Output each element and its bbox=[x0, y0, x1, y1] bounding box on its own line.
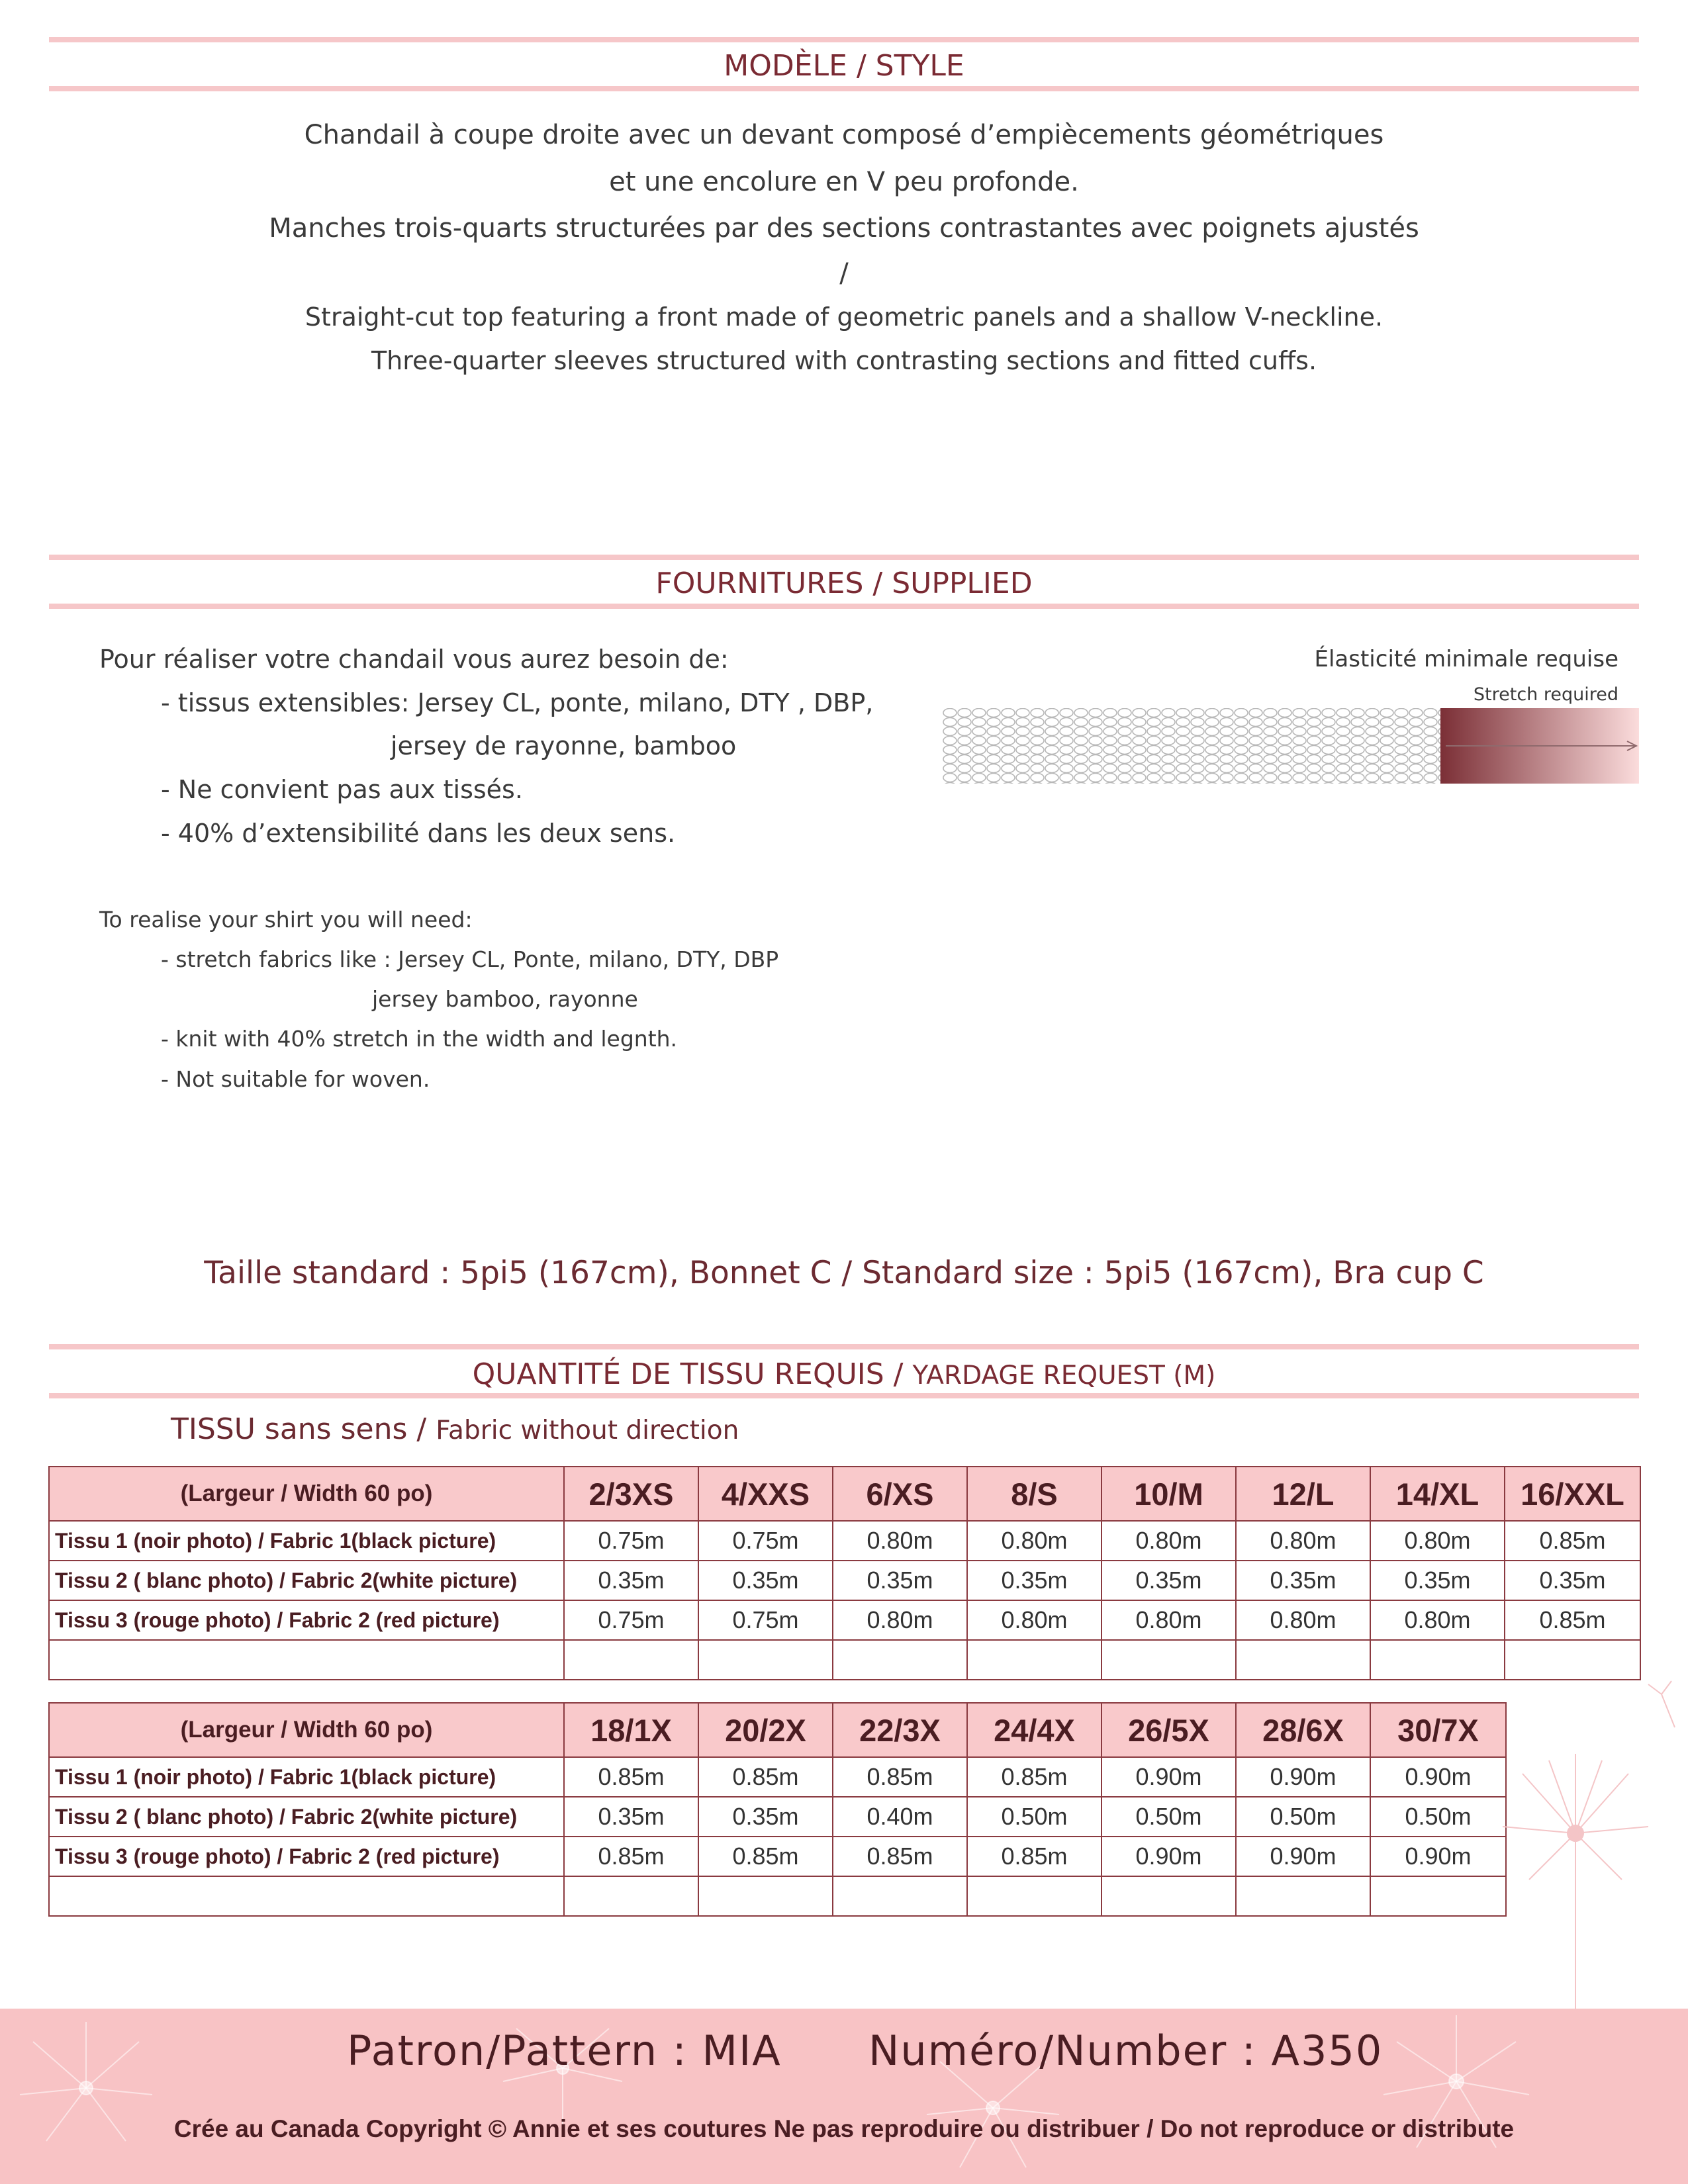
style-line-5: Three-quarter sleeves structured with contrasting sections and fitted cuffs. bbox=[371, 346, 1317, 375]
table-2-size: 28/6X bbox=[1236, 1703, 1370, 1757]
table-row bbox=[49, 1561, 1640, 1600]
table-1-size: 12/L bbox=[1236, 1467, 1370, 1521]
yardage-cell: 0.80m bbox=[1236, 1521, 1370, 1561]
table-1-size: 4/XXS bbox=[698, 1467, 833, 1521]
supplies-fr-item-1: - tissus extensibles: Jersey CL, ponte, milano, DTY , DBP, bbox=[161, 688, 874, 717]
yardage-cell: 0.90m bbox=[1236, 1757, 1370, 1797]
table-1-size: 16/XXL bbox=[1505, 1467, 1640, 1521]
yardage-cell: 0.85m bbox=[833, 1837, 967, 1876]
yardage-cell: 0.80m bbox=[967, 1600, 1102, 1640]
supplies-en-item-3: - knit with 40% stretch in the width and legnth. bbox=[161, 1026, 678, 1052]
table-row bbox=[49, 1600, 1640, 1640]
yardage-title-en: YARDAGE REQUEST (M) bbox=[912, 1361, 1216, 1390]
fabric-label: Tissu 3 (rouge photo) / Fabric 2 (red picture) bbox=[49, 1837, 564, 1876]
yardage-table-2 bbox=[48, 1702, 1507, 1917]
yardage-cell: 0.50m bbox=[967, 1797, 1102, 1837]
fabric-label: Tissu 2 ( blanc photo) / Fabric 2(white picture) bbox=[49, 1561, 564, 1600]
fabric-label: Tissu 2 ( blanc photo) / Fabric 2(white picture) bbox=[49, 1797, 564, 1837]
yardage-cell: 0.35m bbox=[1370, 1561, 1505, 1600]
table-2-size: 24/4X bbox=[967, 1703, 1102, 1757]
yardage-cell: 0.90m bbox=[1370, 1837, 1506, 1876]
yardage-cell: 0.85m bbox=[1505, 1521, 1640, 1561]
table-1-size: 2/3XS bbox=[564, 1467, 698, 1521]
table-2-size: 22/3X bbox=[833, 1703, 967, 1757]
yardage-cell: 0.85m bbox=[967, 1837, 1102, 1876]
yardage-cell: 0.75m bbox=[564, 1600, 698, 1640]
footer-pattern-number: Numéro/Number : A350 bbox=[868, 2026, 1383, 2075]
supplies-en-item-2: jersey bamboo, rayonne bbox=[372, 986, 638, 1012]
yardage-cell: 0.50m bbox=[1236, 1797, 1370, 1837]
footer-dandelion-pattern-icon bbox=[0, 2009, 1688, 2184]
supplies-title: FOURNITURES / SUPPLIED bbox=[655, 567, 1033, 600]
style-line-slash: / bbox=[839, 258, 849, 289]
table-row bbox=[49, 1757, 1506, 1797]
yardage-cell: 0.50m bbox=[1370, 1797, 1506, 1837]
table-row-empty bbox=[49, 1876, 1506, 1916]
yardage-cell: 0.50m bbox=[1102, 1797, 1236, 1837]
style-line-3: Manches trois-quarts structurées par des sections contrastantes avec poignets ajustés bbox=[269, 213, 1419, 244]
table-row-empty bbox=[49, 1640, 1640, 1680]
table-row bbox=[49, 1837, 1506, 1876]
supplies-en-item-4: - Not suitable for woven. bbox=[161, 1066, 430, 1092]
yardage-subtitle-fr: TISSU sans sens / bbox=[171, 1412, 436, 1446]
stretch-subtitle: Stretch required bbox=[1473, 684, 1618, 705]
supplies-fr-item-4: - 40% d’extensibilité dans les deux sens. bbox=[161, 819, 676, 848]
stretch-knit-swatch bbox=[943, 708, 1440, 784]
table-1-width-label: (Largeur / Width 60 po) bbox=[49, 1467, 564, 1521]
table-1-size: 8/S bbox=[967, 1467, 1102, 1521]
style-line-1: Chandail à coupe droite avec un devant composé d’empiècements géométriques bbox=[304, 120, 1384, 150]
standard-size: Taille standard : 5pi5 (167cm), Bonnet C / Standard size : 5pi5 (167cm), Bra cup C bbox=[204, 1255, 1484, 1291]
fabric-label: Tissu 1 (noir photo) / Fabric 1(black picture) bbox=[49, 1757, 564, 1797]
yardage-cell: 0.35m bbox=[967, 1561, 1102, 1600]
yardage-cell: 0.35m bbox=[1236, 1561, 1370, 1600]
table-2-size: 26/5X bbox=[1102, 1703, 1236, 1757]
table-2-size: 30/7X bbox=[1370, 1703, 1506, 1757]
yardage-cell: 0.85m bbox=[564, 1757, 698, 1797]
supplies-en-item-1: - stretch fabrics like : Jersey CL, Ponte, milano, DTY, DBP bbox=[161, 946, 779, 972]
yardage-cell: 0.35m bbox=[1102, 1561, 1236, 1600]
yardage-cell: 0.90m bbox=[1236, 1837, 1370, 1876]
footer-copyright: Crée au Canada Copyright © Annie et ses coutures Ne pas reproduire ou distribuer / Do not reproduce or distribute bbox=[173, 2115, 1515, 2142]
yardage-cell: 0.35m bbox=[833, 1561, 967, 1600]
yardage-cell: 0.35m bbox=[564, 1797, 698, 1837]
yardage-cell: 0.35m bbox=[698, 1797, 833, 1837]
yardage-cell: 0.80m bbox=[1370, 1521, 1505, 1561]
style-rule-top bbox=[49, 37, 1639, 42]
yardage-cell: 0.80m bbox=[833, 1521, 967, 1561]
stretch-title: Élasticité minimale requise bbox=[1314, 646, 1618, 672]
yardage-cell: 0.35m bbox=[564, 1561, 698, 1600]
yardage-cell: 0.85m bbox=[564, 1837, 698, 1876]
yardage-table-1 bbox=[48, 1466, 1641, 1680]
yardage-cell: 0.80m bbox=[1236, 1600, 1370, 1640]
yardage-cell: 0.85m bbox=[967, 1757, 1102, 1797]
supplies-en-intro: To realise your shirt you will need: bbox=[99, 907, 473, 933]
yardage-rule-top bbox=[49, 1344, 1639, 1349]
table-1-size: 6/XS bbox=[833, 1467, 967, 1521]
supplies-rule-top bbox=[49, 555, 1639, 560]
table-1-header-row bbox=[49, 1467, 1640, 1521]
yardage-cell: 0.85m bbox=[1505, 1600, 1640, 1640]
style-rule-bottom bbox=[49, 86, 1639, 91]
footer-band bbox=[0, 2009, 1688, 2184]
yardage-cell: 0.35m bbox=[698, 1561, 833, 1600]
yardage-cell: 0.85m bbox=[698, 1757, 833, 1797]
yardage-cell: 0.90m bbox=[1370, 1757, 1506, 1797]
stretch-gauge bbox=[943, 708, 1639, 784]
table-row bbox=[49, 1797, 1506, 1837]
yardage-cell: 0.75m bbox=[698, 1521, 833, 1561]
table-row bbox=[49, 1521, 1640, 1561]
table-2-header-row bbox=[49, 1703, 1506, 1757]
yardage-subtitle-en: Fabric without direction bbox=[436, 1416, 739, 1445]
yardage-rule-bottom bbox=[49, 1393, 1639, 1398]
table-1-size: 10/M bbox=[1102, 1467, 1236, 1521]
yardage-title-fr: QUANTITÉ DE TISSU REQUIS / bbox=[472, 1357, 913, 1391]
supplies-rule-bottom bbox=[49, 604, 1639, 609]
yardage-cell: 0.85m bbox=[833, 1757, 967, 1797]
supplies-fr-item-3: - Ne convient pas aux tissés. bbox=[161, 775, 523, 804]
yardage-cell: 0.90m bbox=[1102, 1757, 1236, 1797]
yardage-cell: 0.35m bbox=[1505, 1561, 1640, 1600]
fabric-label: Tissu 1 (noir photo) / Fabric 1(black picture) bbox=[49, 1521, 564, 1561]
yardage-cell: 0.80m bbox=[1102, 1600, 1236, 1640]
yardage-subtitle bbox=[171, 1412, 739, 1446]
style-line-4: Straight-cut top featuring a front made of geometric panels and a shallow V-neckline. bbox=[305, 302, 1383, 332]
dandelion-decoration-icon bbox=[1443, 1655, 1688, 2012]
yardage-cell: 0.80m bbox=[1370, 1600, 1505, 1640]
yardage-cell: 0.90m bbox=[1102, 1837, 1236, 1876]
style-title: MODÈLE / STYLE bbox=[724, 49, 964, 83]
yardage-cell: 0.80m bbox=[967, 1521, 1102, 1561]
fabric-label: Tissu 3 (rouge photo) / Fabric 2 (red picture) bbox=[49, 1600, 564, 1640]
footer-pattern-name: Patron/Pattern : MIA bbox=[347, 2026, 782, 2075]
style-line-2: et une encolure en V peu profonde. bbox=[609, 167, 1079, 197]
yardage-cell: 0.80m bbox=[833, 1600, 967, 1640]
supplies-fr-intro: Pour réaliser votre chandail vous aurez besoin de: bbox=[99, 645, 729, 674]
yardage-cell: 0.85m bbox=[698, 1837, 833, 1876]
table-2-size: 18/1X bbox=[564, 1703, 698, 1757]
table-2-width-label: (Largeur / Width 60 po) bbox=[49, 1703, 564, 1757]
table-2-size: 20/2X bbox=[698, 1703, 833, 1757]
supplies-fr-item-2: jersey de rayonne, bamboo bbox=[391, 731, 737, 760]
yardage-cell: 0.75m bbox=[564, 1521, 698, 1561]
yardage-cell: 0.75m bbox=[698, 1600, 833, 1640]
yardage-cell: 0.40m bbox=[833, 1797, 967, 1837]
table-1-size: 14/XL bbox=[1370, 1467, 1505, 1521]
yardage-cell: 0.80m bbox=[1102, 1521, 1236, 1561]
